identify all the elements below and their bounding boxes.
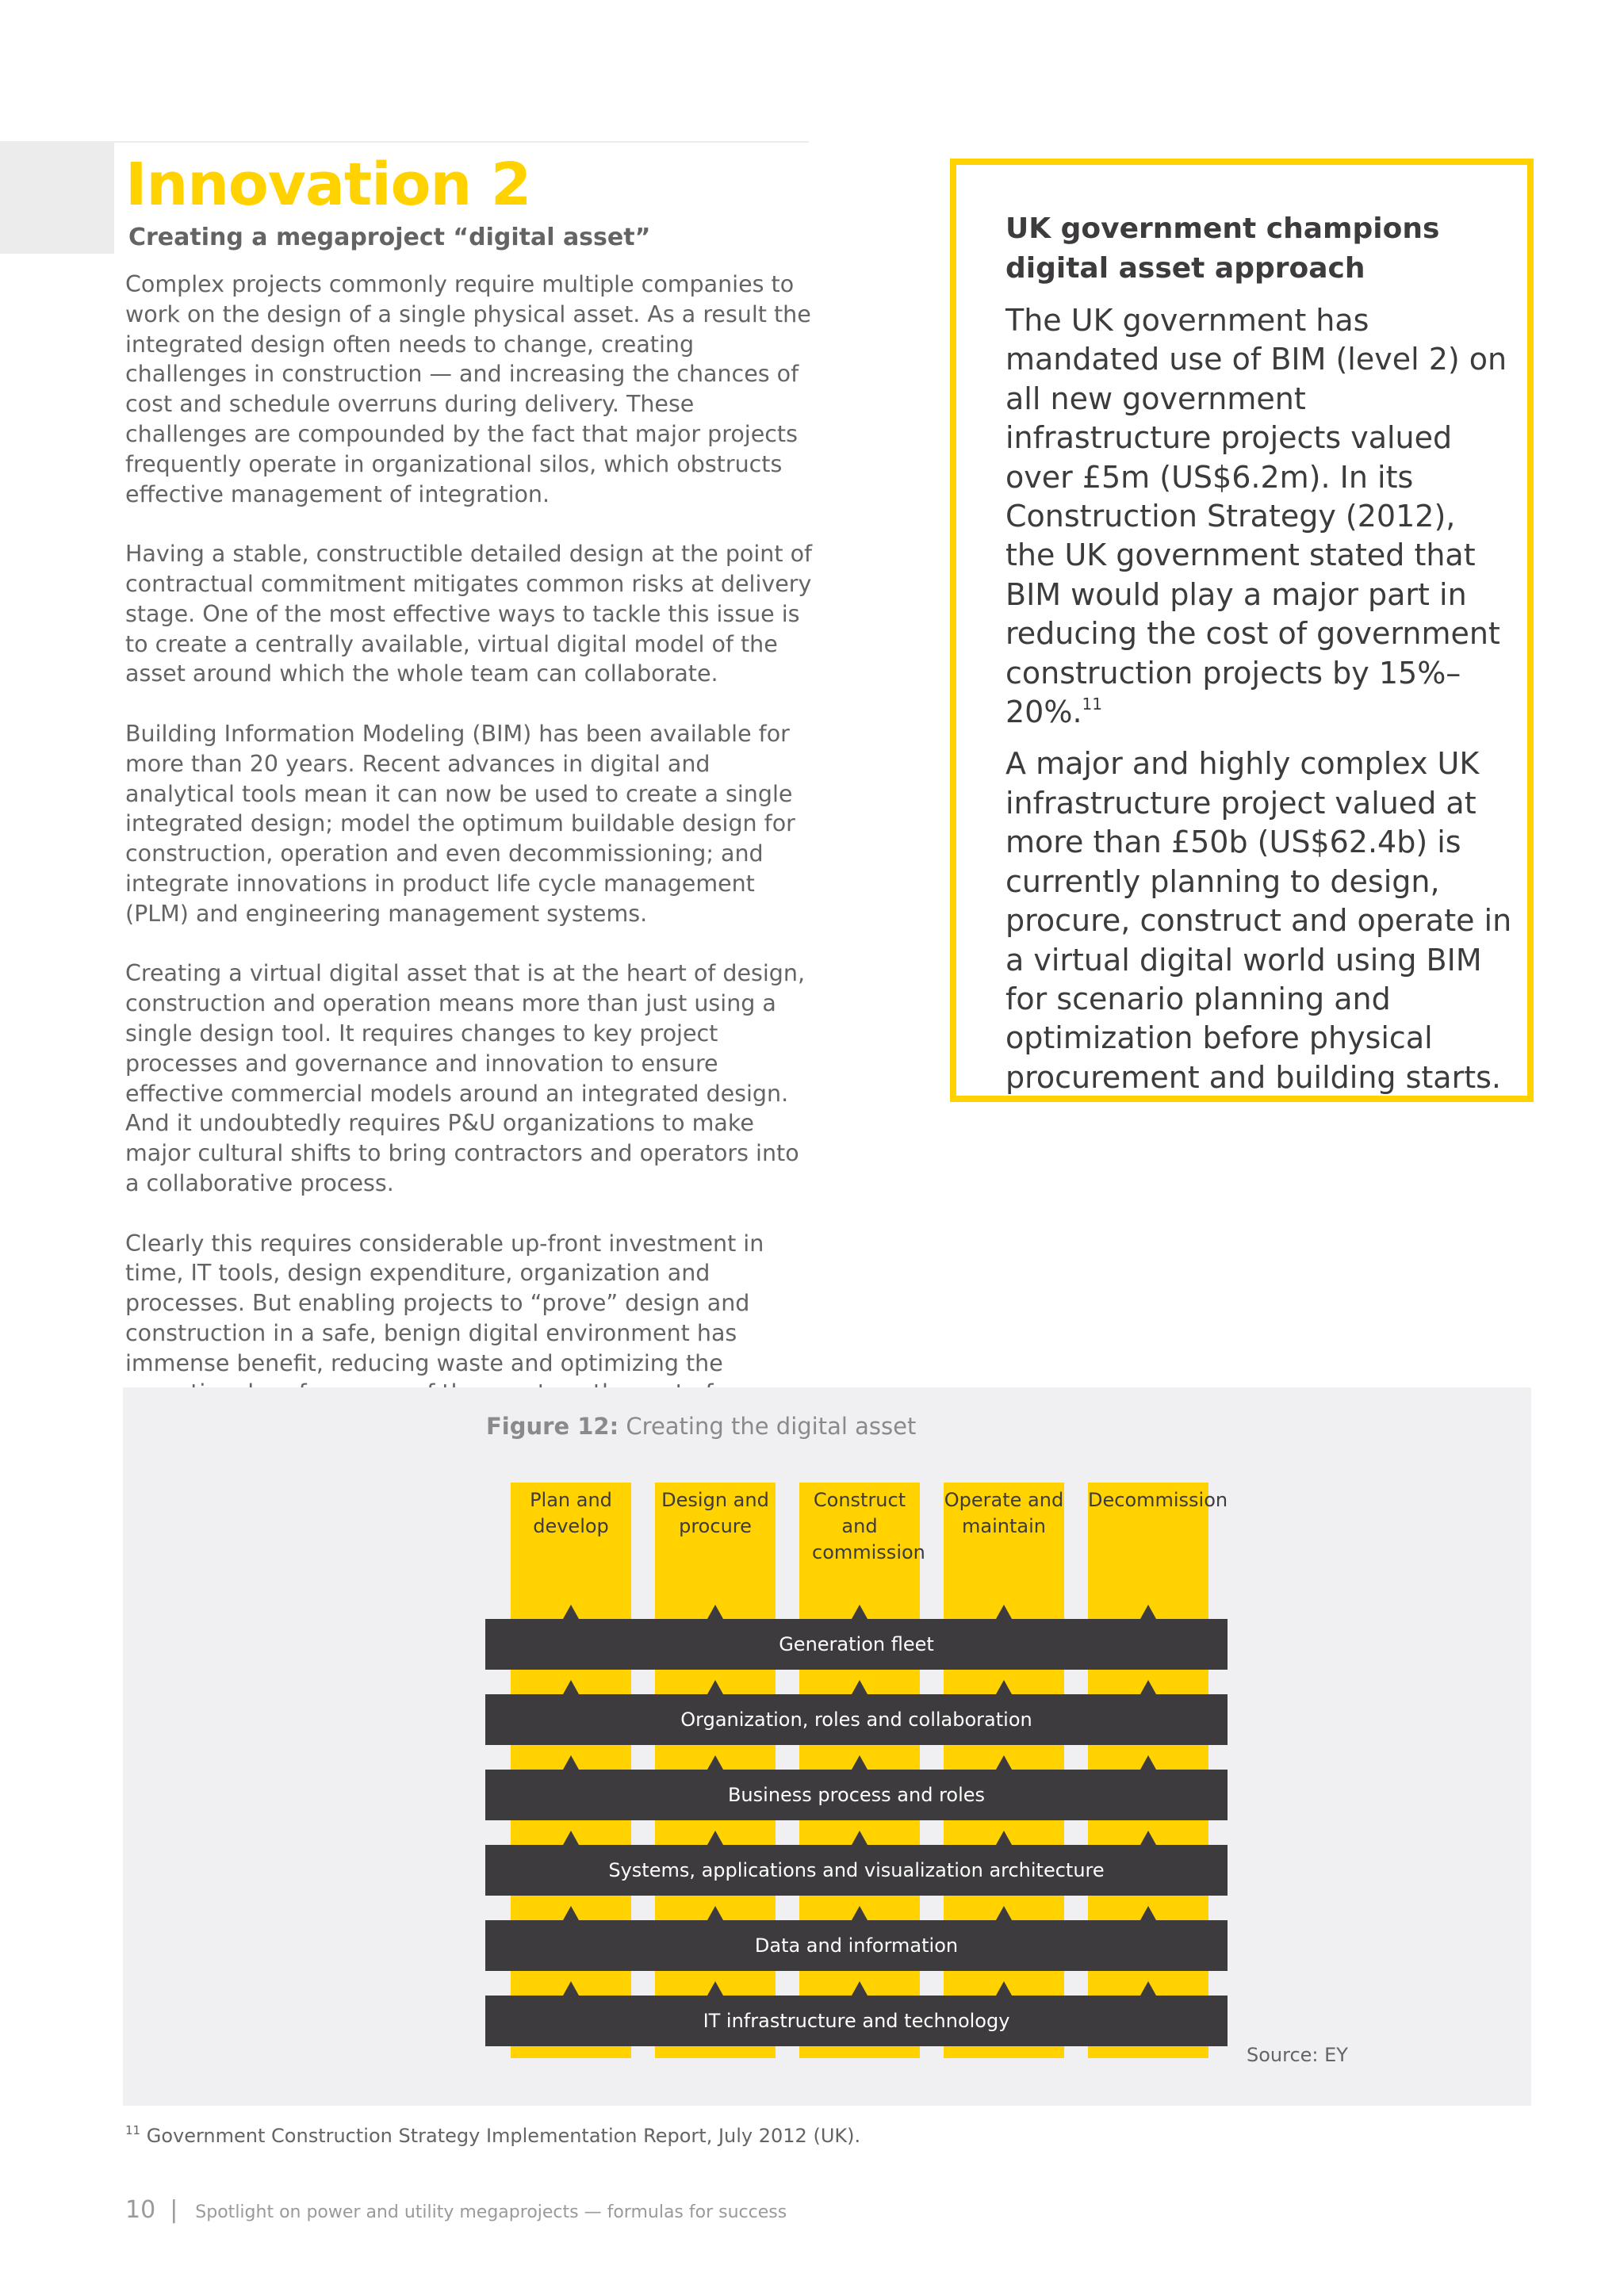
layer-bar: Systems, applications and visualization architecture [485, 1845, 1228, 1896]
up-arrow-icon [852, 1605, 868, 1619]
up-arrow-icon [852, 1680, 868, 1694]
up-arrow-icon [1140, 1831, 1156, 1845]
up-arrow-icon [996, 1605, 1012, 1619]
up-arrow-icon [707, 1906, 723, 1920]
up-arrow-icon [563, 1605, 579, 1619]
layer-bar: Data and information [485, 1920, 1228, 1971]
up-arrow-icon [1140, 1680, 1156, 1694]
stage-label: Design and procure [661, 1489, 769, 1537]
up-arrow-icon [996, 1755, 1012, 1770]
body-paragraph-4: Creating a virtual digital asset that is at the heart of design, construction and operation means more than just using a single design tool. It requires changes to key project processes and governance and innovation to ensure effective commercial models around an integrated design. And it undoubtedly requires P&U organizations to make major cultural shifts to bring contractors and operators into a collaborative process. [125, 960, 806, 1196]
up-arrow-icon [707, 1831, 723, 1845]
up-arrow-icon [996, 1906, 1012, 1920]
up-arrow-icon [563, 1906, 579, 1920]
up-arrow-icon [563, 1981, 579, 1996]
page-footer [125, 2196, 787, 2224]
up-arrow-icon [707, 1981, 723, 1996]
page-title: Innovation 2 [125, 151, 531, 219]
callout-heading: UK government champions digital asset approach [1005, 212, 1440, 285]
page-subtitle: Creating a megaproject “digital asset” [128, 224, 651, 251]
up-arrow-icon [1140, 1906, 1156, 1920]
up-arrow-icon [1140, 1605, 1156, 1619]
up-arrow-icon [996, 1831, 1012, 1845]
up-arrow-icon [852, 1906, 868, 1920]
stage-label: Decommission [1088, 1489, 1228, 1511]
footer-separator: | [170, 2196, 178, 2224]
up-arrow-icon [707, 1755, 723, 1770]
stage-label: Plan and develop [530, 1489, 612, 1537]
up-arrow-icon [563, 1755, 579, 1770]
body-paragraph-5: Clearly this requires considerable up-front investment in time, IT tools, design expenditure, organization and processes. But enabling projects to “prove” design and construction in a safe, benign digital environment has immense benefit, reducing waste and optimizing the [125, 1230, 764, 1376]
callout-paragraph-2: A major and highly complex UK infrastructure project valued at more than £50b (US$62.4b) is currently planning to design, procure, construct and operate in a virtual digital world using BIM for scenario planning and optimization before physical procurement and building starts. [1005, 746, 1512, 1095]
up-arrow-icon [1140, 1981, 1156, 1996]
up-arrow-icon [1140, 1755, 1156, 1770]
up-arrow-icon [707, 1680, 723, 1694]
callout-paragraph-1-text: The UK government has mandated use of BIM (level 2) on all new government infrastructure projects valued over £5m (US$6.2m). In its Construction Strategy (2012), the UK government stated that BIM would play a major part in reducing the cost of government construction projects by 15%–20%. [1005, 303, 1507, 730]
body-paragraph-1: Complex projects commonly require multiple companies to work on the design of a single physical asset. As a result the integrated design often needs to change, creating challenges in construction — and increasing the chances of cost and schedule overruns during delivery. These challenges are compounded by the fact that major projects frequently operate in organizational silos, which obstructs effective management of integration. [125, 271, 811, 507]
footnote-ref[interactable]: 11 [1082, 695, 1102, 714]
layer-bar: Organization, roles and collaboration [485, 1694, 1228, 1745]
layer-bar: Business process and roles [485, 1770, 1228, 1820]
footer-text: Spotlight on power and utility megaprojects — formulas for success [195, 2202, 787, 2222]
footnote-number: 11 [125, 2123, 141, 2137]
figure-source: Source: EY [1247, 2044, 1348, 2066]
body-paragraph-2: Having a stable, constructible detailed design at the point of contractual commitment mitigates common risks at delivery stage. One of the most effective ways to tackle this issue is to create a centrally available, virtual digital model of the asset around which the whole team can collaborate. [125, 541, 813, 687]
page-number: 10 [125, 2196, 156, 2224]
layer-bar: Generation fleet [485, 1619, 1228, 1670]
figure-label: Figure 12: [486, 1413, 619, 1440]
figure-title: Creating the digital asset [626, 1413, 917, 1440]
up-arrow-icon [852, 1755, 868, 1770]
up-arrow-icon [852, 1981, 868, 1996]
layer-bar: IT infrastructure and technology [485, 1996, 1228, 2046]
body-paragraph-3: Building Information Modeling (BIM) has been available for more than 20 years. Recent advances in digital and analytical tools mean it can now be used to create a single integrated design; model the optimum buildable design for construction, operation and even decommissioning; and integrate innovations in product life cycle management (PLM) and engineering management systems. [125, 720, 795, 927]
up-arrow-icon [563, 1680, 579, 1694]
up-arrow-icon [852, 1831, 868, 1845]
up-arrow-icon [996, 1680, 1012, 1694]
up-arrow-icon [996, 1981, 1012, 1996]
footnote [125, 2125, 860, 2147]
up-arrow-icon [563, 1831, 579, 1845]
stage-label: Construct and commission [812, 1489, 925, 1563]
stage-label: Operate and maintain [944, 1489, 1064, 1537]
footnote-text: Government Construction Strategy Implementation Report, July 2012 (UK). [146, 2125, 861, 2147]
up-arrow-icon [707, 1605, 723, 1619]
